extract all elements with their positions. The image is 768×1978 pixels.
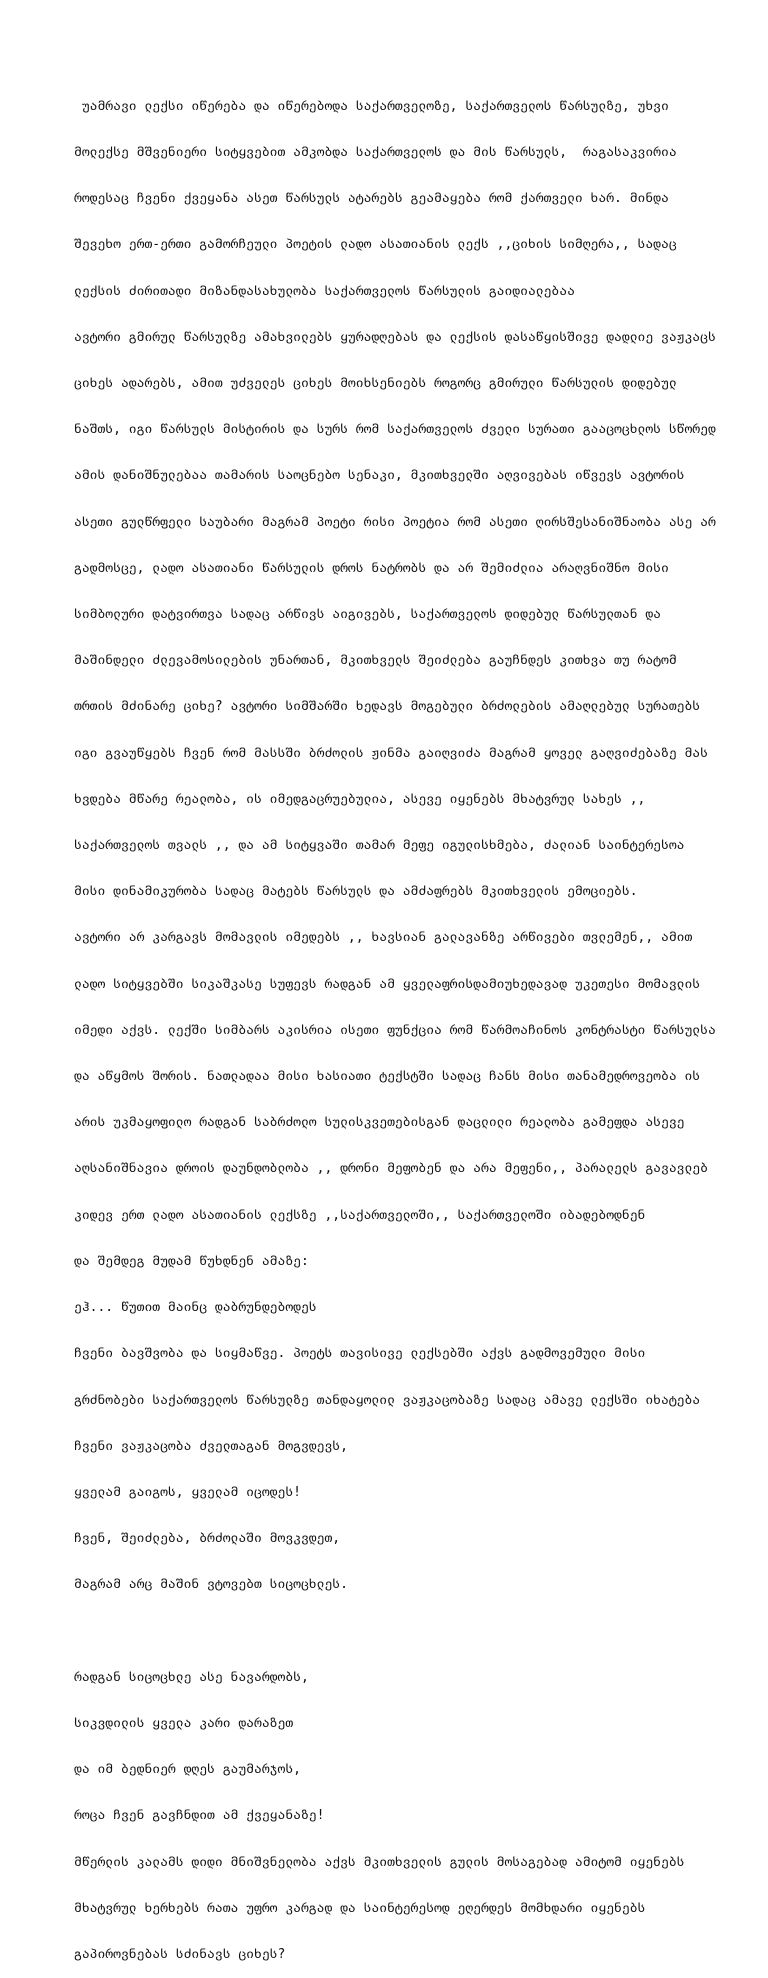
text-line: მოლექსე მშვენიერი სიტყვებით ამკობდა საქართველოს და მის წარსულს, რაგასაკვირია [74, 145, 677, 161]
text-line: ასეთი გულწრფელი საუბარი მაგრამ პოეტი რისი პოეტია რომ ასეთი ღირსშესანიშნაობა ასე არ [74, 514, 716, 530]
text-line: ეჰ... წუთით მაინც დაბრუნდებოდეს [74, 1300, 317, 1316]
text-line: იგი გვაუწყებს ჩვენ რომ მასსში ბრძოლის ჟინმა გაიღვიძა მაგრამ ყოველ გაღვიძებაზე მას [74, 745, 708, 761]
text-line: ჩვენი ბავშვობა და სიყმაწვე. პოეტს თავისივე ლექსებში აქვს გადმოვემული მისი [74, 1346, 646, 1362]
poem-line: რადგან სიცოცხლე ასე ნავარდობს, [74, 1669, 309, 1685]
text-line: ლადო სიტყვებში სიკაშკასე სუფევს რადგან ამ ყველაფრისდამიუხედავად უკეთესი მომავლის [74, 976, 701, 992]
text-line: იმედი აქვს. ლექში სიმბარს აკისრია ისეთი ფუნქცია რომ წარმოაჩინოს კონტრასტი წარსულსა [74, 1022, 716, 1038]
blank-line [74, 1624, 754, 1639]
text-line: გრძნობები საქართველოს წარსულზე თანდაყოლილ ვაჟკაცობაზე სადაც ამავე ლექსში იხატება [74, 1392, 701, 1408]
text-line: ავტორი გმირულ წარსულზე ამახვილებს ყურადღებას და ლექსის დასაწყისშივე დადლიე ვაჟკაცს [74, 329, 716, 345]
text-line: ციხეს ადარებს, ამით უძველეს ციხეს მოიხსენიებს როგორც გმირული წარსულის დიდებულ [74, 376, 677, 392]
text-line: შევეხო ერთ-ერთი გამორჩეული პოეტის ლადო ასათიანის ლექს ,,ციხის სიმღერა,, სადაც [74, 237, 677, 253]
poem-line: და იმ ბედნიერ დღეს გაუმარჯოს, [74, 1762, 301, 1778]
poem-line: ჩვენ, შეიძლება, ბრძოლაში მოვკვდეთ, [74, 1531, 341, 1547]
text-line: ნაშთს, იგი წარსულს მისტირის და სურს რომ საქართველოს ძველი სურათი გააცოცხლოს სწორედ [74, 422, 716, 438]
poem-line: ყველამ გაიგოს, ყველამ იცოდეს! [74, 1484, 301, 1500]
text-line: უამრავი ლექსი იწერება და იწერებოდა საქართველოზე, საქართველოს წარსულზე, უხვი [74, 98, 669, 114]
text-line: მწერლის კალამს დიდი მნიშვნელობა აქვს მკითხველის გულის მოსაგებად ამიტომ იყენებს [74, 1854, 685, 1870]
text-line: აღსანიშნავია დროის დაუნდობლობა ,, დრონი მეფობენ და არა მეფენი,, პარალელს გავავლებ [74, 1161, 708, 1177]
text-line: ავტორი არ კარგავს მომავლის იმედებს ,, ხავსიან გალავანზე არწივები თვლემენ,, ამით [74, 930, 693, 946]
text-line: საქართველოს თვალს ,, და ამ სიტყვაში თამარ მეფე იგულისხმება, ძალიან საინტერესოა [74, 838, 685, 854]
text-line: გაპიროვნებას სძინავს ციხეს? [74, 1946, 286, 1962]
text-line: და შემდეგ მუდამ წუხდნენ ამაზე: [74, 1253, 309, 1269]
poem-line: ჩვენი ვაჟკაცობა ძველთაგან მოგვდევს, [74, 1438, 348, 1454]
poem-line: სიკვდილის ყველა კარი დარაზეთ [74, 1715, 294, 1731]
text-line: ამის დანიშნულებაა თამარის საოცნებო სენაკი, მკითხველში აღვივებას იწვევს ავტორის [74, 468, 685, 484]
text-line: არის უკმაყოფილო რადგან საბრძოლო სულისკვეთებისგან დაცლილი რეალობა გამეფდა ასევე [74, 1115, 685, 1131]
text-line: როდესაც ჩვენი ქვეყანა ასეთ წარსულს ატარებს გეამაყება რომ ქართველი ხარ. მინდა [74, 191, 669, 207]
text-line: ხვდება მწარე რეალობა, ის იმედგაცრუებულია, ასევე იყენებს მხატვრულ სახეს ,, [74, 791, 646, 807]
text-line: თრთის მძინარე ციხე? ავტორი სიმშარში ხედავს მოგებული ბრძოლების ამაღლებულ სურათებს [74, 699, 701, 715]
poem-line: მაგრამ არც მაშინ ვტოვებთ სიცოცხლეს. [74, 1577, 348, 1593]
document-body [74, 68, 754, 1978]
text-line: კიდევ ერთ ლადო ასათიანის ლექსზე ,,საქართველოში,, საქართველოში იბადებოდნენ [74, 1207, 646, 1223]
text-line: და აწყმოს შორის. ნათლადაა მისი ხასიათი ტექსტში სადაც ჩანს მისი თანამედროვეობა ის [74, 1069, 701, 1085]
text-line: მხატვრულ ხერხებს რათა უფრო კარგად და საინტერესოდ ეღერდეს მომხდარი იყენებს [74, 1900, 646, 1916]
text-line: ლექსის ძირითადი მიზანდასახულობა საქართველოს წარსულის გაიდიალებაა [74, 283, 575, 299]
text-line: სიმბოლური დატვირთვა სადაც არწივს აიგივებს, საქართველოს დიდებულ წარსულთან და [74, 607, 661, 623]
text-line: მაშინდელი ძლევამოსილების უნართან, მკითხველს შეიძლება გაუჩნდეს კითხვა თუ რატომ [74, 653, 677, 669]
text-line: მისი დინამიკურობა სადაც მატებს წარსულს და ამძაფრებს მკითხველის ემოციებს. [74, 884, 638, 900]
poem-line: როცა ჩვენ გავჩნდით ამ ქვეყანაზე! [74, 1808, 325, 1824]
text-line: გადმოსცე, ლადო ასათიანი წარსულის დროს ნატრობს და არ შემიძლია არაღვნიშნო მისი [74, 560, 669, 576]
